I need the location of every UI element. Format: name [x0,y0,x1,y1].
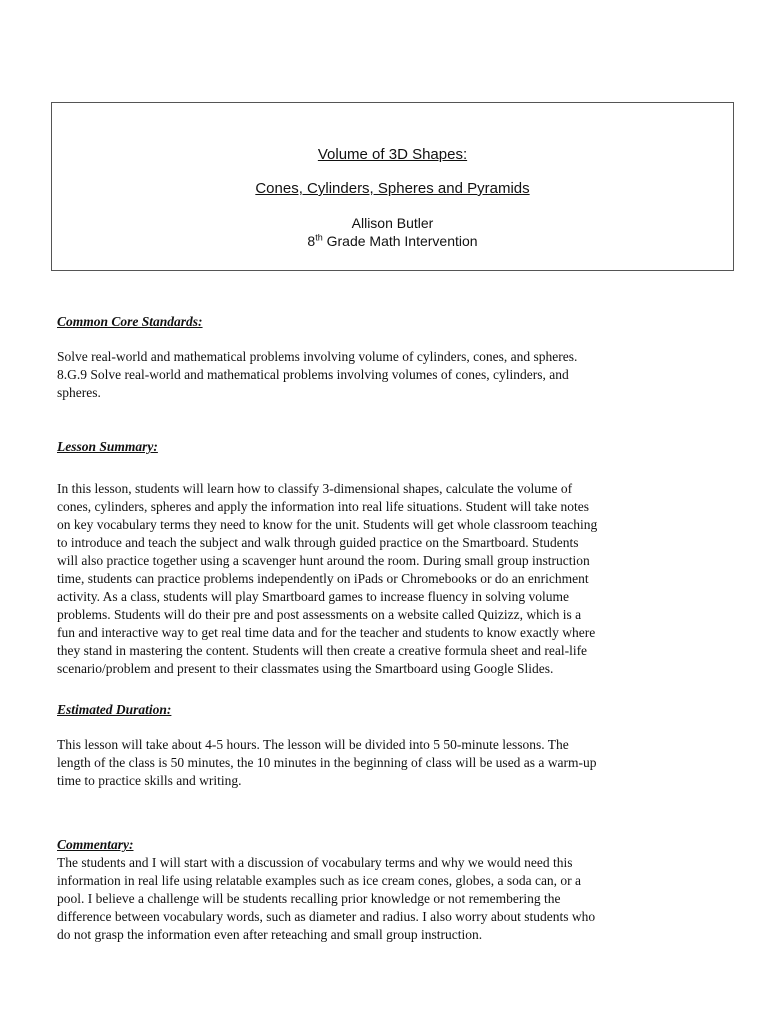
section-heading-standards: Common Core Standards: [57,314,203,329]
text-line: fun and interactive way to get real time data and for the teacher and students to know exactly where [57,625,596,640]
document-subtitle: Cones, Cylinders, Spheres and Pyramids [255,180,530,197]
text-line: do not grasp the information even after reteaching and small group instruction. [57,927,483,942]
section-commentary [57,836,677,944]
text-line: This lesson will take about 4-5 hours. The lesson will be divided into 5 50-minute lessons. The [57,737,569,752]
section-heading-summary: Lesson Summary: [57,439,158,454]
text-line: Solve real-world and mathematical problems involving volume of cylinders, cones, and spheres. [57,349,578,364]
text-line: spheres. [57,385,101,400]
section-summary [57,438,677,456]
document-title: Volume of 3D Shapes: [317,146,468,163]
course-rest: Grade Math Intervention [322,233,478,249]
text-line: 8.G.9 Solve real-world and mathematical problems involving volumes of cones, cylinders, and [57,367,569,382]
section-duration [57,701,677,719]
text-line: time, students can practice problems independently on iPads or Chromebooks or do an enrichment [57,571,589,586]
section-heading-commentary: Commentary: [57,837,134,852]
summary-body [57,480,677,678]
text-line: The students and I will start with a discussion of vocabulary terms and why we would need this [57,855,573,870]
duration-body [57,736,677,790]
text-line: scenario/problem and present to their classmates using the Smartboard using Google Slides. [57,661,554,676]
text-line: to introduce and teach the subject and walk through guided practice on the Smartboard. Students [57,535,579,550]
text-line: on key vocabulary terms they need to know for the unit. Students will get whole classroom teaching [57,517,598,532]
text-line: In this lesson, students will learn how to classify 3-dimensional shapes, calculate the volume of [57,481,573,496]
text-line: pool. I believe a challenge will be students recalling prior knowledge or not remembering the [57,891,561,906]
grade-suffix: th [315,232,323,243]
grade-number: 8 [307,233,316,249]
standards-body [57,348,677,402]
text-line: problems. Students will do their pre and post assessments on a website called Quizizz, which is a [57,607,582,622]
course-name [52,233,733,249]
title-box [51,102,734,271]
author-name: Allison Butler [351,215,434,231]
text-line: time to practice skills and writing. [57,773,242,788]
text-line: they stand in mastering the content. Students will then create a creative formula sheet and real-life [57,643,588,658]
section-standards [57,313,677,331]
text-line: length of the class is 50 minutes, the 10 minutes in the beginning of class will be used as a warm-up [57,755,597,770]
text-line: will also practice together using a scavenger hunt around the room. During small group instruction [57,553,590,568]
text-line: cones, cylinders, spheres and apply the information into real life situations. Student will take notes [57,499,590,514]
text-line: information in real life using relatable examples such as ice cream cones, globes, a soda can, or a [57,873,582,888]
section-heading-duration: Estimated Duration: [57,702,172,717]
text-line: difference between vocabulary words, such as diameter and radius. I also worry about students who [57,909,596,924]
text-line: activity. As a class, students will play Smartboard games to increase fluency in solving volume [57,589,570,604]
